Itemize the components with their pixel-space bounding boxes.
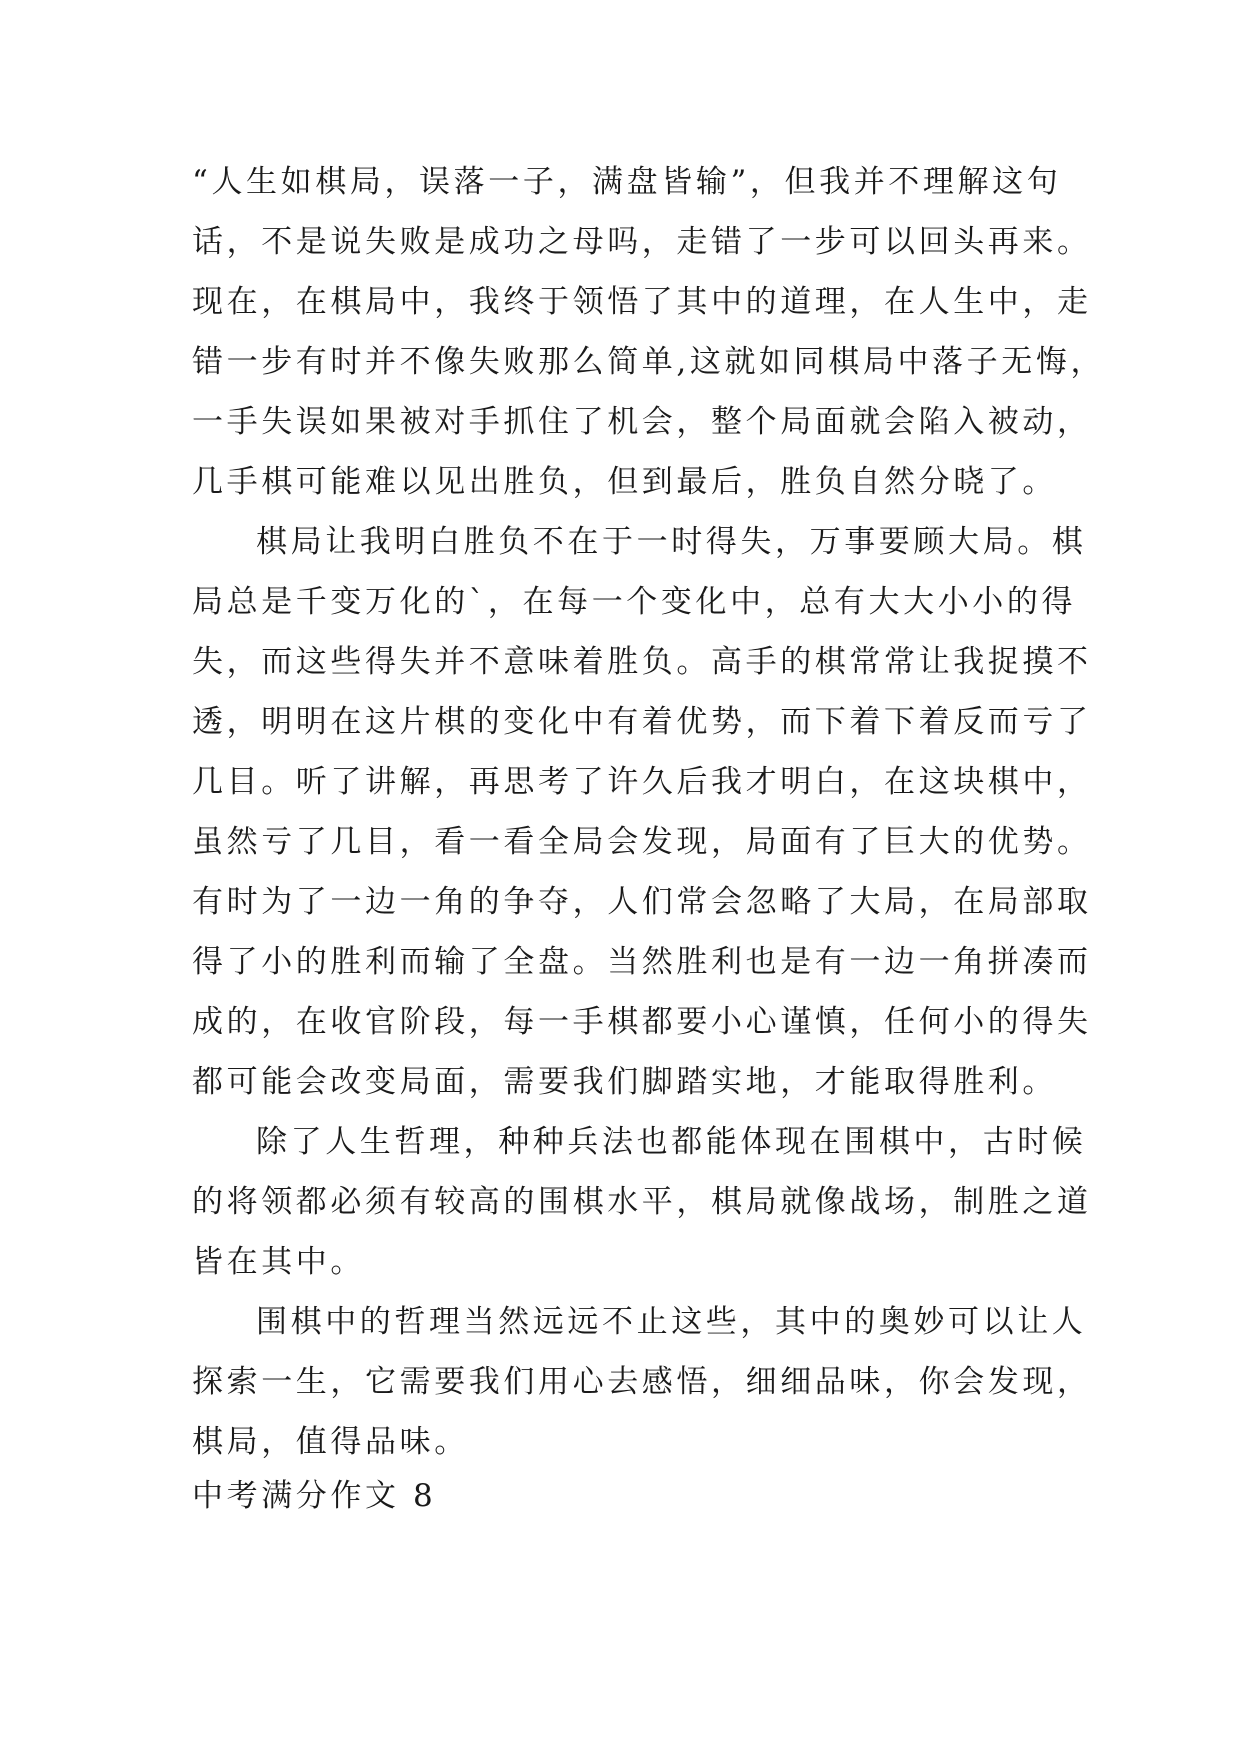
text-line: 虽然亏了几目，看一看全局会发现，局面有了巨大的优势。 — [192, 824, 1092, 860]
text-line: 得了小的胜利而输了全盘。当然胜利也是有一边一角拼凑而 — [192, 944, 1092, 980]
text-line: 话，不是说失败是成功之母吗，走错了一步可以回头再来。 — [192, 224, 1092, 260]
text-line: 围棋中的哲理当然远远不止这些，其中的奥妙可以让人 — [256, 1304, 1087, 1340]
text-line: 成的，在收官阶段，每一手棋都要小心谨慎，任何小的得失 — [192, 1004, 1092, 1040]
text-line: 透，明明在这片棋的变化中有着优势，而下着下着反而亏了 — [192, 704, 1092, 740]
text-line: 现在，在棋局中，我终于领悟了其中的道理，在人生中，走 — [192, 284, 1092, 320]
text-line: 一手失误如果被对手抓住了机会，整个局面就会陷入被动， — [192, 404, 1092, 440]
text-line: 错一步有时并不像失败那么简单,这就如同棋局中落子无悔， — [192, 344, 1106, 380]
text-line: 棋局，值得品味。 — [192, 1424, 469, 1460]
text-line: 有时为了一边一角的争夺，人们常会忽略了大局，在局部取 — [192, 884, 1092, 920]
text-line: 棋局让我明白胜负不在于一时得失，万事要顾大局。棋 — [256, 524, 1087, 560]
text-line: 局总是千变万化的`，在每一个变化中，总有大大小小的得 — [192, 584, 1077, 620]
text-line: 探索一生，它需要我们用心去感悟，细细品味，你会发现， — [192, 1364, 1092, 1400]
text-line: “人生如棋局，误落一子，满盘皆输”，但我并不理解这句 — [192, 164, 1062, 200]
essay-body — [192, 152, 1106, 1472]
text-line: 除了人生哲理，种种兵法也都能体现在围棋中，古时候 — [256, 1124, 1087, 1160]
text-line: 皆在其中。 — [192, 1244, 365, 1280]
text-line: 都可能会改变局面，需要我们脚踏实地，才能取得胜利。 — [192, 1064, 1057, 1100]
text-line: 几手棋可能难以见出胜负，但到最后，胜负自然分晓了。 — [192, 464, 1057, 500]
text-line: 的将领都必须有较高的围棋水平，棋局就像战场，制胜之道 — [192, 1184, 1092, 1220]
text-line: 失，而这些得失并不意味着胜负。高手的棋常常让我捉摸不 — [192, 644, 1092, 680]
text-line: 几目。听了讲解，再思考了许久后我才明白，在这块棋中， — [192, 764, 1092, 800]
section-heading: 中考满分作文 8 — [192, 1478, 437, 1514]
